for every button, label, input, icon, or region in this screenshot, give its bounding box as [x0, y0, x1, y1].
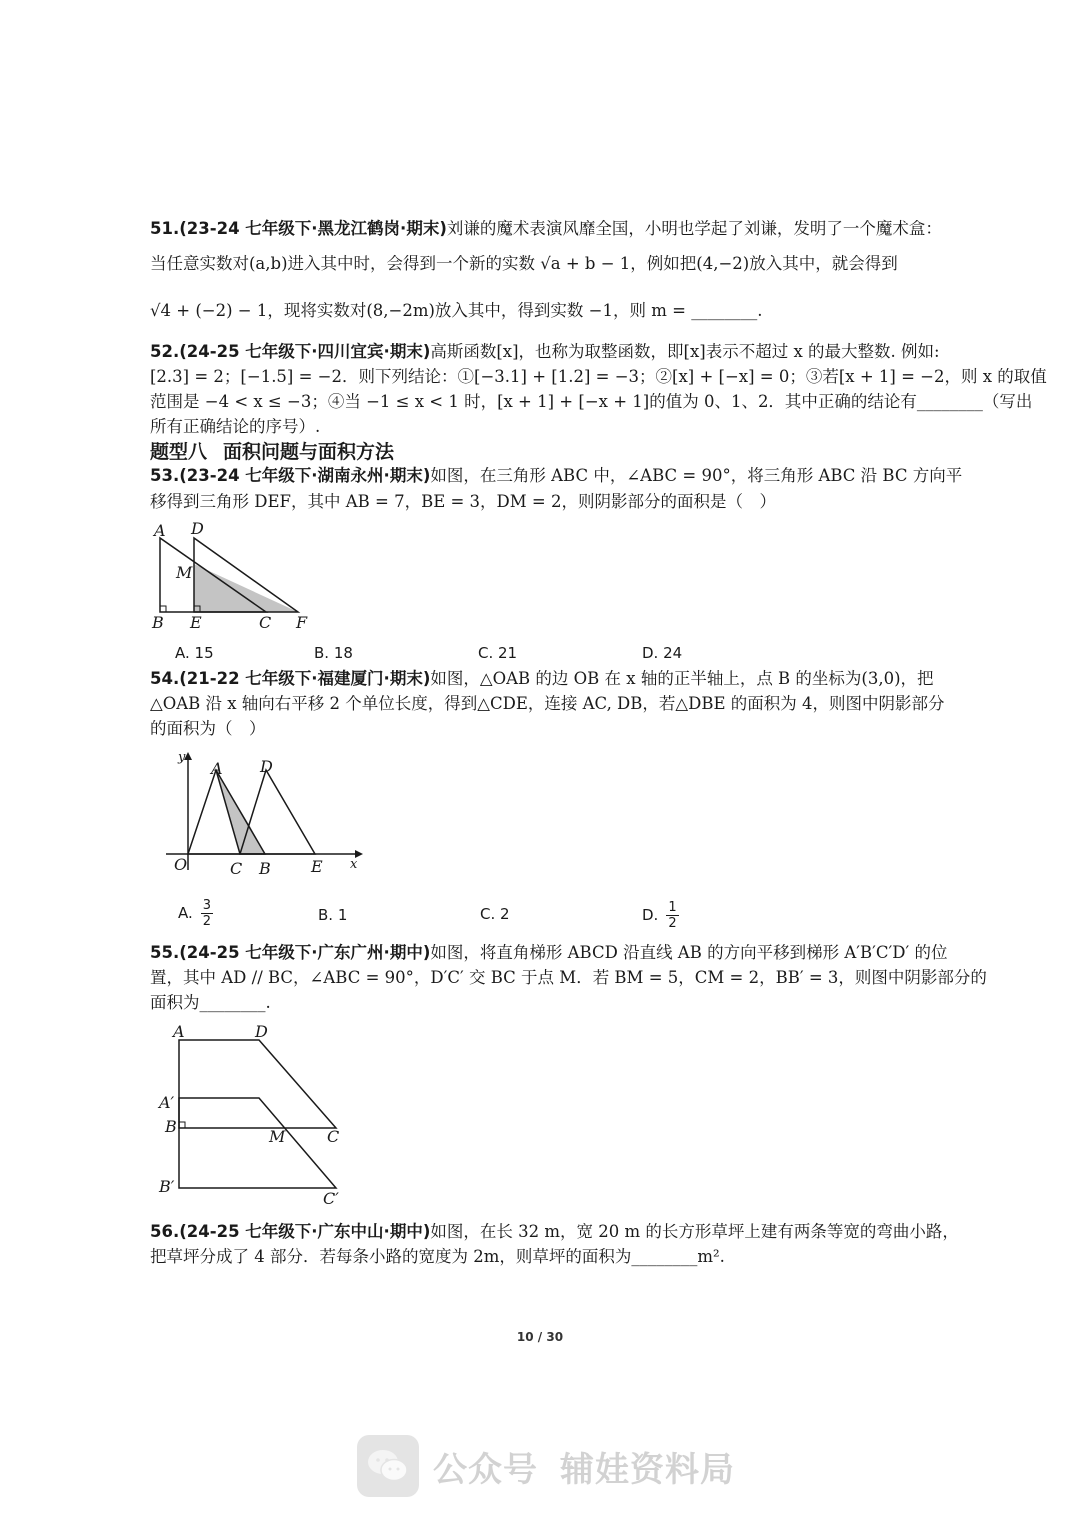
q54-option-d[interactable]: [642, 900, 679, 931]
watermark-text: [433, 1442, 735, 1491]
q54-label-o: O: [174, 855, 188, 874]
section-heading: [150, 437, 394, 464]
q54-option-a-label: A.: [178, 904, 193, 922]
q53-option-b[interactable]: B. 18: [314, 644, 353, 662]
q53-line2: 移得到三角形 DEF，其中 AB = 7，BE = 3，DM = 2，则阴影部分的面积是（ ）: [150, 492, 776, 511]
q52-source: (24-25 七年级下·四川宜宾·期末): [179, 342, 431, 361]
q54-option-a[interactable]: [178, 898, 213, 929]
q55-line2: 置，其中 AD // BC，∠ABC = 90°，D′C′ 交 BC 于点 M．若 BM = 5，CM = 2，BB′ = 3，则图中阴影部分的: [150, 968, 987, 987]
q52-line1: [150, 341, 940, 363]
q55-label-b: B: [165, 1117, 177, 1136]
q54-label-e: E: [311, 857, 323, 876]
q53-text1: 如图，在三角形 ABC 中，∠ABC = 90°，将三角形 ABC 沿 BC 方向平: [430, 466, 963, 485]
q56-text1: 如图，在长 32 m，宽 20 m 的长方形草坪上建有两条等宽的弯曲小路，: [430, 1222, 959, 1241]
q54-source: (21-22 七年级下·福建厦门·期末): [179, 669, 431, 688]
q53-option-a[interactable]: A. 15: [175, 644, 214, 662]
q56-line1: [150, 1221, 959, 1243]
q52-text1: 高斯函数[x]，也称为取整函数，即[x]表示不超过 x 的最大整数. 例如:: [430, 342, 940, 361]
q53-source: (23-24 七年级下·湖南永州·期末): [179, 466, 431, 485]
q53-label-c: C: [259, 613, 272, 632]
q53-option-c[interactable]: C. 21: [478, 644, 518, 662]
q52-line2: [2.3] = 2；[−1.5] = −2．则下列结论：①[−3.1] + [1.2] = −3；②[x] + [−x] = 0；③若[x + 1] = −2，则 x 的取值: [150, 367, 1047, 386]
q51-line1: [150, 218, 942, 240]
q55-text1: 如图，将直角梯形 ABCD 沿直线 AB 的方向平移到梯形 A′B′C′D′ 的位: [430, 943, 948, 962]
q54-label-b: B: [259, 859, 271, 878]
q54-option-d-numerator: 1: [668, 900, 677, 915]
q53-label-d: D: [191, 519, 204, 538]
q55-number: 55.: [150, 943, 180, 962]
q54-label-a: A: [211, 759, 223, 778]
q54-text1: 如图，△OAB 的边 OB 在 x 轴的正半轴上，点 B 的坐标为(3,0)，把: [430, 669, 934, 688]
q54-line2: △OAB 沿 x 轴向右平移 2 个单位长度，得到△CDE，连接 AC, DB，若△DBE 的面积为 4，则图中阴影部分: [150, 694, 945, 713]
q51-text1: 刘谦的魔术表演风靡全国，小明也学起了刘谦，发明了一个魔术盒：: [446, 219, 942, 238]
section-subtitle: 面积问题与面积方法: [223, 441, 395, 463]
q54-number: 54.: [150, 669, 180, 688]
page-number: 10 / 30: [516, 1330, 564, 1344]
q54-label-d: D: [260, 757, 273, 776]
q55-line1: [150, 942, 947, 964]
q55-label-a-prime: A′: [159, 1093, 175, 1112]
q52-line4: 所有正确结论的序号）.: [150, 417, 321, 436]
q54-option-a-numerator: 3: [202, 898, 212, 913]
q54-option-d-label: D.: [642, 906, 659, 924]
q55-label-a: A: [173, 1022, 185, 1041]
q53-label-a: A: [154, 521, 166, 540]
watermark-name: 辅娃资料局: [560, 1449, 735, 1490]
q54-line1: [150, 668, 934, 690]
q53-figure: [148, 518, 318, 636]
q54-option-c[interactable]: C. 2: [480, 905, 510, 923]
q54-figure: [160, 748, 370, 878]
q56-line2: 把草坪分成了 4 部分．若每条小路的宽度为 2m，则草坪的面积为________m².: [150, 1247, 725, 1266]
q55-trapezoid-a2b2c2d2: [179, 1098, 336, 1188]
q53-label-e: E: [190, 613, 202, 632]
q55-line3: 面积为________.: [150, 993, 271, 1012]
q55-label-b-prime: B′: [159, 1177, 175, 1196]
q53-label-b: B: [152, 613, 164, 632]
q55-figure: [155, 1020, 355, 1210]
q54-label-c: C: [230, 859, 243, 878]
watermark-prefix: 公众号: [433, 1449, 538, 1490]
q53-label-m: M: [176, 563, 193, 582]
section-title: 题型八: [150, 441, 208, 463]
q54-label-x: x: [350, 857, 358, 872]
q55-label-m: M: [269, 1127, 286, 1146]
q55-right-angle-b: [179, 1122, 185, 1128]
q51-line2: 当任意实数对(a,b)进入其中时，会得到一个新的实数 √a + b − 1，例如把(4,−2)放入其中，就会得到: [150, 254, 898, 273]
wechat-icon: [357, 1435, 419, 1497]
q55-label-c: C: [327, 1127, 340, 1146]
q56-number: 56.: [150, 1222, 180, 1241]
q54-label-y: y: [178, 750, 186, 765]
q53-right-angle-b: [160, 606, 166, 612]
q56-source: (24-25 七年级下·广东中山·期中): [179, 1222, 431, 1241]
q53-line1: [150, 465, 962, 487]
q54-option-a-denominator: 2: [202, 914, 212, 929]
q54-line3: 的面积为（ ）: [150, 719, 266, 738]
q53-shaded-region: [194, 564, 298, 612]
q54-option-b[interactable]: B. 1: [318, 906, 348, 924]
q53-label-f: F: [296, 613, 308, 632]
q55-trapezoid-abcd: [179, 1040, 336, 1128]
q54-option-d-denominator: 2: [668, 916, 677, 931]
q52-line3: 范围是 −4 < x ≤ −3；④当 −1 ≤ x < 1 时，[x + 1] + [−x + 1]的值为 0、1、2．其中正确的结论有________（写出: [150, 392, 1033, 411]
watermark: [357, 1436, 735, 1496]
q54-option-d-fraction: [666, 900, 678, 931]
q51-source: (23-24 七年级下·黑龙江鹤岗·期末): [179, 219, 447, 238]
q55-label-c-prime: C′: [323, 1189, 339, 1208]
q53-option-d[interactable]: D. 24: [642, 644, 683, 662]
q51-number: 51.: [150, 219, 180, 238]
q55-label-d: D: [255, 1022, 268, 1041]
q53-number: 53.: [150, 466, 180, 485]
q55-source: (24-25 七年级下·广东广州·期中): [179, 943, 431, 962]
q51-line3: √4 + (−2) − 1，现将实数对(8,−2m)放入其中，得到实数 −1，则 m = ________.: [150, 301, 763, 320]
q52-number: 52.: [150, 342, 180, 361]
q54-option-a-fraction: [201, 898, 213, 929]
